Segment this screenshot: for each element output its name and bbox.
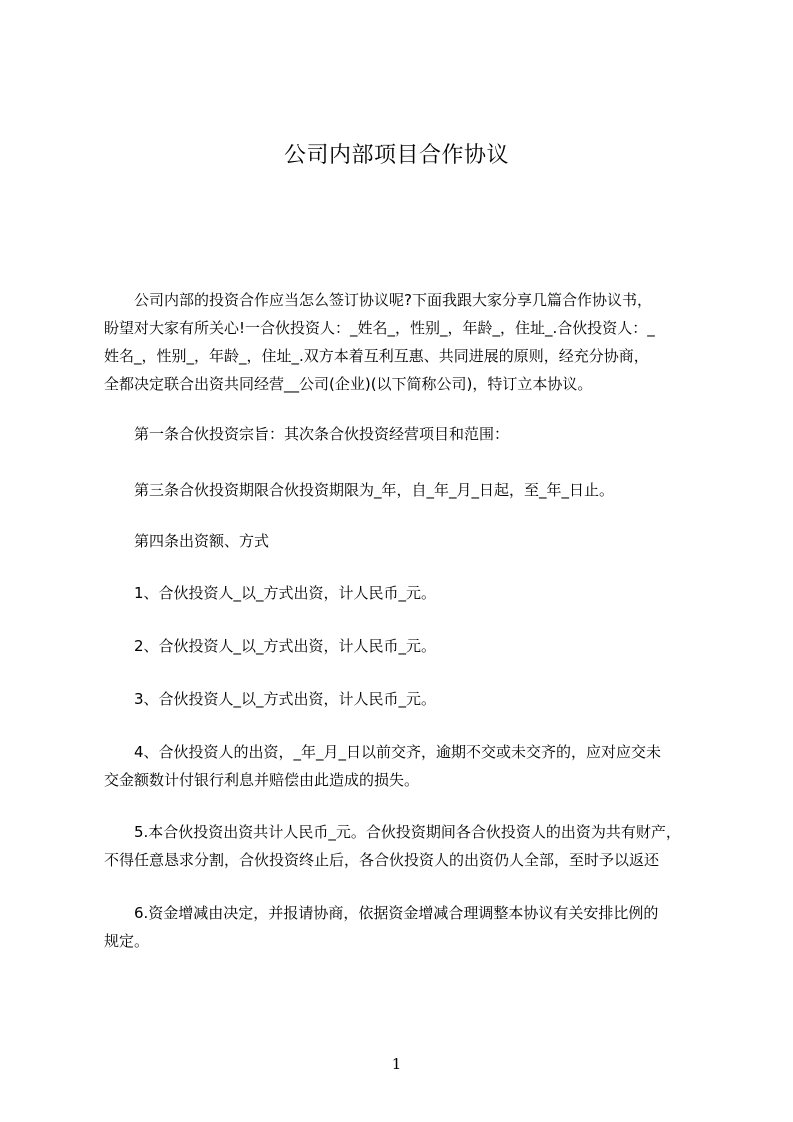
contribution-item-1	[104, 579, 704, 607]
text-line: 1、合伙投资人_以_方式出资，计人民币_元。	[104, 584, 437, 602]
text-line: 第三条合伙投资期限合伙投资期限为_年，自_年_月_日起，至_年_日止。	[104, 481, 615, 499]
article-1	[104, 420, 704, 448]
article-4-heading	[104, 527, 704, 555]
document-title: 公司内部项目合作协议	[283, 143, 509, 168]
article-3	[104, 476, 704, 504]
contribution-item-5	[104, 818, 704, 874]
text-line: 全都决定联合出资共同经营__公司(企业)(以下简称公司)，特订立本协议。	[104, 375, 593, 393]
contribution-item-2	[104, 632, 704, 660]
contribution-item-4	[104, 738, 704, 794]
text-line: 5.本合伙投资出资共计人民币_元。合伙投资期间各合伙投资人的出资为共有财产，	[104, 823, 681, 841]
text-line: 盼望对大家有所关心!一合伙投资人：_姓名_，性别_，年龄_，住址_.合伙投资人：_	[104, 319, 655, 337]
text-line: 规定。	[104, 932, 150, 950]
intro-paragraph	[104, 286, 704, 398]
page-number: 1	[391, 1055, 402, 1073]
text-line: 公司内部的投资合作应当怎么签订协议呢?下面我跟大家分享几篇合作协议书，	[104, 291, 652, 309]
text-line: 不得任意恳求分割，合伙投资终止后，各合伙投资人的出资仍人全部，至时予以返还	[104, 851, 660, 869]
text-line: 6.资金增减由决定，并报请协商，依据资金增减合理调整本协议有关安排比例的	[104, 904, 659, 922]
text-line: 第四条出资额、方式	[104, 532, 270, 550]
text-line: 第一条合伙投资宗旨：其次条合伙投资经营项目和范围：	[104, 425, 510, 443]
text-line: 4、合伙投资人的出资，_年_月_日以前交齐，逾期不交或未交齐的，应对应交未	[104, 743, 662, 761]
text-line: 3、合伙投资人_以_方式出资，计人民币_元。	[104, 690, 437, 708]
contribution-item-3	[104, 685, 704, 713]
contribution-item-6	[104, 899, 704, 955]
text-line: 姓名_，性别_，年龄_，住址_.双方本着互利互惠、共同进展的原则，经充分协商，	[104, 347, 649, 365]
text-line: 2、合伙投资人_以_方式出资，计人民币_元。	[104, 637, 437, 655]
text-line: 交金额数计付银行利息并赔偿由此造成的损失。	[104, 771, 420, 789]
